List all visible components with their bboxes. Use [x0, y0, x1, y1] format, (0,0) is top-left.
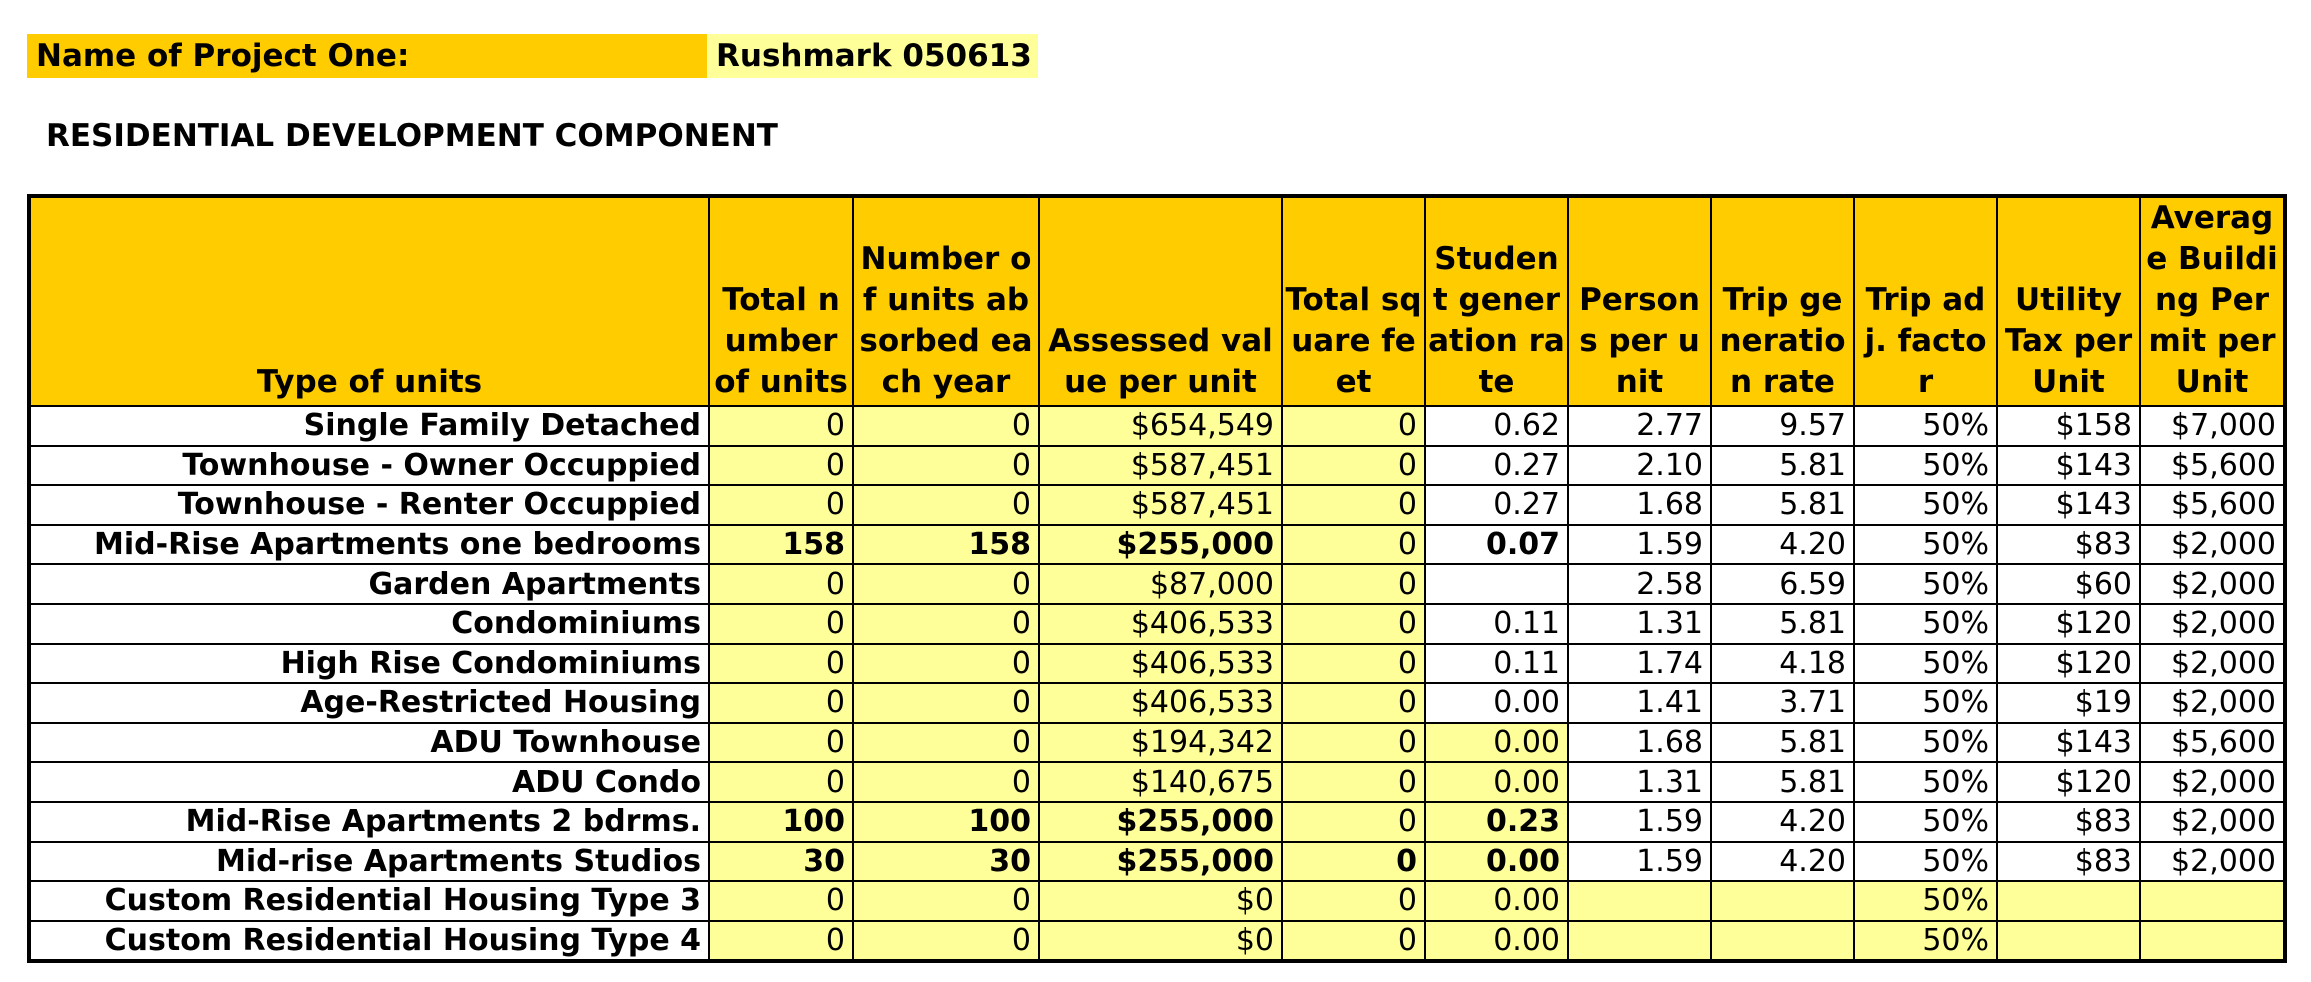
total-units-cell[interactable]: 0 — [709, 406, 853, 446]
trip-rate-cell: 6.59 — [1711, 564, 1854, 604]
assessed-value-cell[interactable]: $140,675 — [1039, 762, 1282, 802]
col-header-total-units: Total number of units — [709, 196, 853, 406]
student-rate-cell[interactable]: 0.00 — [1425, 723, 1568, 763]
table-row — [29, 802, 2285, 842]
unit-type-cell: Condominiums — [29, 604, 709, 644]
trip-rate-cell: 4.20 — [1711, 802, 1854, 842]
unit-type-cell: Townhouse - Owner Occuppied — [29, 446, 709, 486]
assessed-value-cell[interactable]: $587,451 — [1039, 446, 1282, 486]
table-row — [29, 525, 2285, 565]
persons-cell: 1.59 — [1568, 842, 1711, 882]
persons-cell: 1.59 — [1568, 525, 1711, 565]
student-rate-cell: 0.11 — [1425, 604, 1568, 644]
table-row — [29, 921, 2285, 961]
permit-cell[interactable] — [2140, 921, 2285, 961]
assessed-value-cell[interactable]: $255,000 — [1039, 802, 1282, 842]
table-row — [29, 406, 2285, 446]
student-rate-cell: 0.07 — [1425, 525, 1568, 565]
unit-type-cell: Age-Restricted Housing — [29, 683, 709, 723]
square-feet-cell[interactable]: 0 — [1282, 802, 1425, 842]
trip-rate-cell: 5.81 — [1711, 723, 1854, 763]
trip-rate-cell: 4.20 — [1711, 525, 1854, 565]
persons-cell: 1.31 — [1568, 762, 1711, 802]
student-rate-cell: 0.27 — [1425, 446, 1568, 486]
col-header-persons: Persons per unit — [1568, 196, 1711, 406]
table-row — [29, 683, 2285, 723]
trip-adj-cell: 50% — [1854, 564, 1997, 604]
student-rate-cell: 0.11 — [1425, 644, 1568, 684]
assessed-value-cell[interactable]: $194,342 — [1039, 723, 1282, 763]
unit-type-cell: Townhouse - Renter Occuppied — [29, 485, 709, 525]
utility-tax-cell[interactable] — [1997, 881, 2140, 921]
square-feet-cell[interactable]: 0 — [1282, 723, 1425, 763]
table-row — [29, 644, 2285, 684]
unit-type-cell: ADU Townhouse — [29, 723, 709, 763]
student-rate-cell: 0.62 — [1425, 406, 1568, 446]
unit-type-cell: Single Family Detached — [29, 406, 709, 446]
student-rate-cell[interactable]: 0.00 — [1425, 762, 1568, 802]
utility-tax-cell: $83 — [1997, 802, 2140, 842]
assessed-value-cell[interactable]: $0 — [1039, 881, 1282, 921]
table-row — [29, 723, 2285, 763]
permit-cell[interactable] — [2140, 881, 2285, 921]
absorbed-cell[interactable]: 0 — [853, 485, 1039, 525]
trip-rate-cell: 4.18 — [1711, 644, 1854, 684]
permit-cell: $2,000 — [2140, 604, 2285, 644]
square-feet-cell[interactable]: 0 — [1282, 921, 1425, 961]
square-feet-cell[interactable]: 0 — [1282, 446, 1425, 486]
trip-adj-cell: 50% — [1854, 485, 1997, 525]
assessed-value-cell[interactable]: $87,000 — [1039, 564, 1282, 604]
persons-cell: 1.68 — [1568, 485, 1711, 525]
trip-adj-cell: 50% — [1854, 604, 1997, 644]
total-units-cell[interactable]: 0 — [709, 762, 853, 802]
absorbed-cell[interactable]: 0 — [853, 921, 1039, 961]
absorbed-cell[interactable]: 0 — [853, 723, 1039, 763]
absorbed-cell[interactable]: 0 — [853, 564, 1039, 604]
total-units-cell[interactable]: 158 — [709, 525, 853, 565]
col-header-assessed-value: Assessed value per unit — [1039, 196, 1282, 406]
trip-rate-cell: 3.71 — [1711, 683, 1854, 723]
permit-cell: $5,600 — [2140, 723, 2285, 763]
col-header-trip-rate: Trip generation rate — [1711, 196, 1854, 406]
persons-cell: 1.41 — [1568, 683, 1711, 723]
absorbed-cell[interactable]: 158 — [853, 525, 1039, 565]
persons-cell: 1.59 — [1568, 802, 1711, 842]
trip-adj-cell: 50% — [1854, 644, 1997, 684]
table-row — [29, 762, 2285, 802]
persons-cell: 2.77 — [1568, 406, 1711, 446]
assessed-value-cell[interactable]: $255,000 — [1039, 525, 1282, 565]
square-feet-cell[interactable]: 0 — [1282, 881, 1425, 921]
total-units-cell[interactable]: 0 — [709, 446, 853, 486]
square-feet-cell[interactable]: 0 — [1282, 644, 1425, 684]
total-units-cell[interactable]: 30 — [709, 842, 853, 882]
col-header-permit: Average Building Permit per Unit — [2140, 196, 2285, 406]
project-name-label: Name of Project One: — [27, 34, 707, 78]
unit-type-cell: Mid-Rise Apartments 2 bdrms. — [29, 802, 709, 842]
square-feet-cell[interactable]: 0 — [1282, 406, 1425, 446]
table-row — [29, 446, 2285, 486]
trip-rate-cell: 5.81 — [1711, 446, 1854, 486]
trip-adj-cell: 50% — [1854, 842, 1997, 882]
assessed-value-cell[interactable]: $587,451 — [1039, 485, 1282, 525]
trip-adj-cell: 50% — [1854, 723, 1997, 763]
trip-rate-cell: 5.81 — [1711, 762, 1854, 802]
col-header-utility-tax: Utility Tax per Unit — [1997, 196, 2140, 406]
permit-cell: $2,000 — [2140, 802, 2285, 842]
square-feet-cell[interactable]: 0 — [1282, 564, 1425, 604]
trip-adj-cell: 50% — [1854, 762, 1997, 802]
unit-type-cell: Mid-Rise Apartments one bedrooms — [29, 525, 709, 565]
utility-tax-cell: $120 — [1997, 604, 2140, 644]
absorbed-cell[interactable]: 0 — [853, 446, 1039, 486]
trip-adj-cell[interactable]: 50% — [1854, 921, 1997, 961]
unit-type-cell: High Rise Condominiums — [29, 644, 709, 684]
utility-tax-cell[interactable] — [1997, 921, 2140, 961]
residential-units-table — [27, 194, 2287, 963]
total-units-cell[interactable]: 0 — [709, 921, 853, 961]
trip-adj-cell: 50% — [1854, 802, 1997, 842]
assessed-value-cell[interactable]: $0 — [1039, 921, 1282, 961]
permit-cell: $2,000 — [2140, 525, 2285, 565]
unit-type-cell: Mid-rise Apartments Studios — [29, 842, 709, 882]
table-row — [29, 564, 2285, 604]
col-header-square-feet: Total square feet — [1282, 196, 1425, 406]
utility-tax-cell: $158 — [1997, 406, 2140, 446]
square-feet-cell[interactable]: 0 — [1282, 525, 1425, 565]
assessed-value-cell[interactable]: $654,549 — [1039, 406, 1282, 446]
square-feet-cell[interactable]: 0 — [1282, 485, 1425, 525]
absorbed-cell[interactable]: 100 — [853, 802, 1039, 842]
col-header-type: Type of units — [29, 196, 709, 406]
header-row — [29, 196, 2285, 406]
trip-adj-cell: 50% — [1854, 446, 1997, 486]
permit-cell: $2,000 — [2140, 683, 2285, 723]
unit-type-cell: Custom Residential Housing Type 4 — [29, 921, 709, 961]
trip-rate-cell: 5.81 — [1711, 485, 1854, 525]
col-header-absorbed: Number of units absorbed each year — [853, 196, 1039, 406]
student-rate-cell[interactable]: 0.00 — [1425, 881, 1568, 921]
absorbed-cell[interactable]: 0 — [853, 604, 1039, 644]
student-rate-cell: 0.27 — [1425, 485, 1568, 525]
assessed-value-cell[interactable]: $406,533 — [1039, 683, 1282, 723]
project-name-input[interactable]: Rushmark 050613 — [707, 34, 1038, 78]
square-feet-cell[interactable]: 0 — [1282, 762, 1425, 802]
absorbed-cell[interactable]: 30 — [853, 842, 1039, 882]
permit-cell: $5,600 — [2140, 446, 2285, 486]
persons-cell[interactable] — [1568, 921, 1711, 961]
absorbed-cell[interactable]: 0 — [853, 644, 1039, 684]
utility-tax-cell: $83 — [1997, 525, 2140, 565]
total-units-cell[interactable]: 0 — [709, 683, 853, 723]
total-units-cell[interactable]: 0 — [709, 604, 853, 644]
table-row — [29, 842, 2285, 882]
permit-cell: $2,000 — [2140, 564, 2285, 604]
permit-cell: $2,000 — [2140, 762, 2285, 802]
student-rate-cell — [1425, 564, 1568, 604]
student-rate-cell[interactable]: 0.23 — [1425, 802, 1568, 842]
col-header-student-rate: Student generation rate — [1425, 196, 1568, 406]
utility-tax-cell: $60 — [1997, 564, 2140, 604]
absorbed-cell[interactable]: 0 — [853, 683, 1039, 723]
student-rate-cell[interactable]: 0.00 — [1425, 842, 1568, 882]
trip-rate-cell[interactable] — [1711, 921, 1854, 961]
persons-cell: 1.31 — [1568, 604, 1711, 644]
persons-cell[interactable] — [1568, 881, 1711, 921]
utility-tax-cell: $143 — [1997, 723, 2140, 763]
unit-type-cell: Custom Residential Housing Type 3 — [29, 881, 709, 921]
permit-cell: $5,600 — [2140, 485, 2285, 525]
utility-tax-cell: $143 — [1997, 446, 2140, 486]
persons-cell: 1.68 — [1568, 723, 1711, 763]
absorbed-cell[interactable]: 0 — [853, 762, 1039, 802]
unit-type-cell: ADU Condo — [29, 762, 709, 802]
total-units-cell[interactable]: 0 — [709, 881, 853, 921]
persons-cell: 1.74 — [1568, 644, 1711, 684]
permit-cell: $2,000 — [2140, 644, 2285, 684]
utility-tax-cell: $120 — [1997, 762, 2140, 802]
absorbed-cell[interactable]: 0 — [853, 881, 1039, 921]
assessed-value-cell[interactable]: $406,533 — [1039, 644, 1282, 684]
table-row — [29, 604, 2285, 644]
permit-cell: $7,000 — [2140, 406, 2285, 446]
table-row — [29, 881, 2285, 921]
utility-tax-cell: $83 — [1997, 842, 2140, 882]
total-units-cell[interactable]: 0 — [709, 644, 853, 684]
trip-adj-cell: 50% — [1854, 406, 1997, 446]
trip-rate-cell: 9.57 — [1711, 406, 1854, 446]
total-units-cell[interactable]: 0 — [709, 564, 853, 604]
utility-tax-cell: $120 — [1997, 644, 2140, 684]
trip-adj-cell: 50% — [1854, 683, 1997, 723]
total-units-cell[interactable]: 0 — [709, 723, 853, 763]
square-feet-cell[interactable]: 0 — [1282, 842, 1425, 882]
unit-type-cell: Garden Apartments — [29, 564, 709, 604]
square-feet-cell[interactable]: 0 — [1282, 683, 1425, 723]
absorbed-cell[interactable]: 0 — [853, 406, 1039, 446]
col-header-trip-adj: Trip adj. factor — [1854, 196, 1997, 406]
trip-adj-cell: 50% — [1854, 525, 1997, 565]
permit-cell: $2,000 — [2140, 842, 2285, 882]
table-row — [29, 485, 2285, 525]
student-rate-cell[interactable]: 0.00 — [1425, 921, 1568, 961]
utility-tax-cell: $143 — [1997, 485, 2140, 525]
trip-rate-cell[interactable] — [1711, 881, 1854, 921]
total-units-cell[interactable]: 0 — [709, 485, 853, 525]
assessed-value-cell[interactable]: $255,000 — [1039, 842, 1282, 882]
square-feet-cell[interactable]: 0 — [1282, 604, 1425, 644]
student-rate-cell: 0.00 — [1425, 683, 1568, 723]
section-title: RESIDENTIAL DEVELOPMENT COMPONENT — [46, 118, 778, 154]
persons-cell: 2.10 — [1568, 446, 1711, 486]
trip-rate-cell: 5.81 — [1711, 604, 1854, 644]
total-units-cell[interactable]: 100 — [709, 802, 853, 842]
assessed-value-cell[interactable]: $406,533 — [1039, 604, 1282, 644]
trip-rate-cell: 4.20 — [1711, 842, 1854, 882]
trip-adj-cell[interactable]: 50% — [1854, 881, 1997, 921]
persons-cell: 2.58 — [1568, 564, 1711, 604]
utility-tax-cell: $19 — [1997, 683, 2140, 723]
